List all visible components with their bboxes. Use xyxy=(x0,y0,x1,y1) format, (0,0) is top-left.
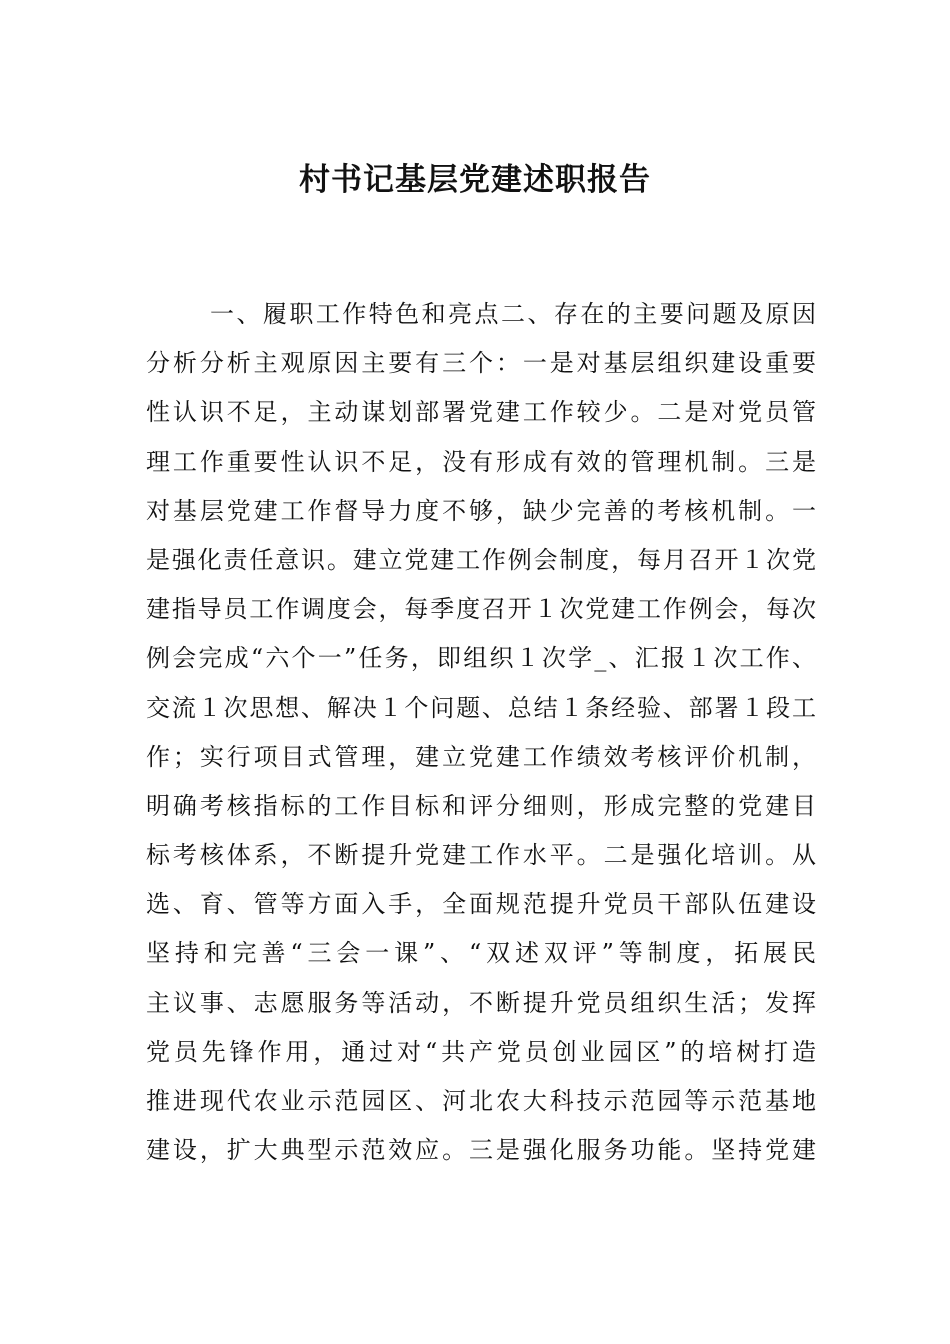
body-line: 一、履职工作特色和亮点二、存在的主要问题及原因 xyxy=(210,300,816,328)
body-line: 对基层党建工作督导力度不够，缺少完善的考核机制。一 xyxy=(146,496,816,525)
body-line: 例会完成“六个一”任务，即组织１次学_、汇报１次工作、 xyxy=(146,644,816,673)
body-line: 主议事、志愿服务等活动，不断提升党员组织生活；发挥 xyxy=(146,988,816,1017)
body-line: 标考核体系，不断提升党建工作水平。二是强化培训。从 xyxy=(146,841,816,870)
body-line: 党员先锋作用，通过对“共产党员创业园区”的培树打造 xyxy=(146,1037,816,1066)
body-line: 建指导员工作调度会，每季度召开１次党建工作例会，每次 xyxy=(146,595,816,624)
body-line: 是强化责任意识。建立党建工作例会制度，每月召开１次党 xyxy=(146,545,816,574)
body-line: 推进现代农业示范园区、河北农大科技示范园等示范基地 xyxy=(146,1087,816,1115)
document-body xyxy=(146,290,816,1175)
body-line: 明确考核指标的工作目标和评分细则，形成完整的党建目 xyxy=(146,791,816,820)
body-line: 理工作重要性认识不足，没有形成有效的管理机制。三是 xyxy=(146,447,816,476)
body-line: 建设，扩大典型示范效应。三是强化服务功能。坚持党建 xyxy=(146,1136,816,1165)
document-title: 村书记基层党建述职报告 xyxy=(299,162,651,198)
body-line: 作；实行项目式管理，建立党建工作绩效考核评价机制， xyxy=(146,742,816,771)
body-line: 分析分析主观原因主要有三个：一是对基层组织建设重要 xyxy=(146,349,816,378)
body-line: 选、育、管等方面入手，全面规范提升党员干部队伍建设 xyxy=(146,890,816,919)
body-line: 性认识不足，主动谋划部署党建工作较少。二是对党员管 xyxy=(146,398,816,427)
body-line: 交流１次思想、解决１个问题、总结１条经验、部署１段工 xyxy=(146,693,816,722)
body-line: 坚持和完善“三会一课”、“双述双评”等制度，拓展民 xyxy=(146,939,816,968)
